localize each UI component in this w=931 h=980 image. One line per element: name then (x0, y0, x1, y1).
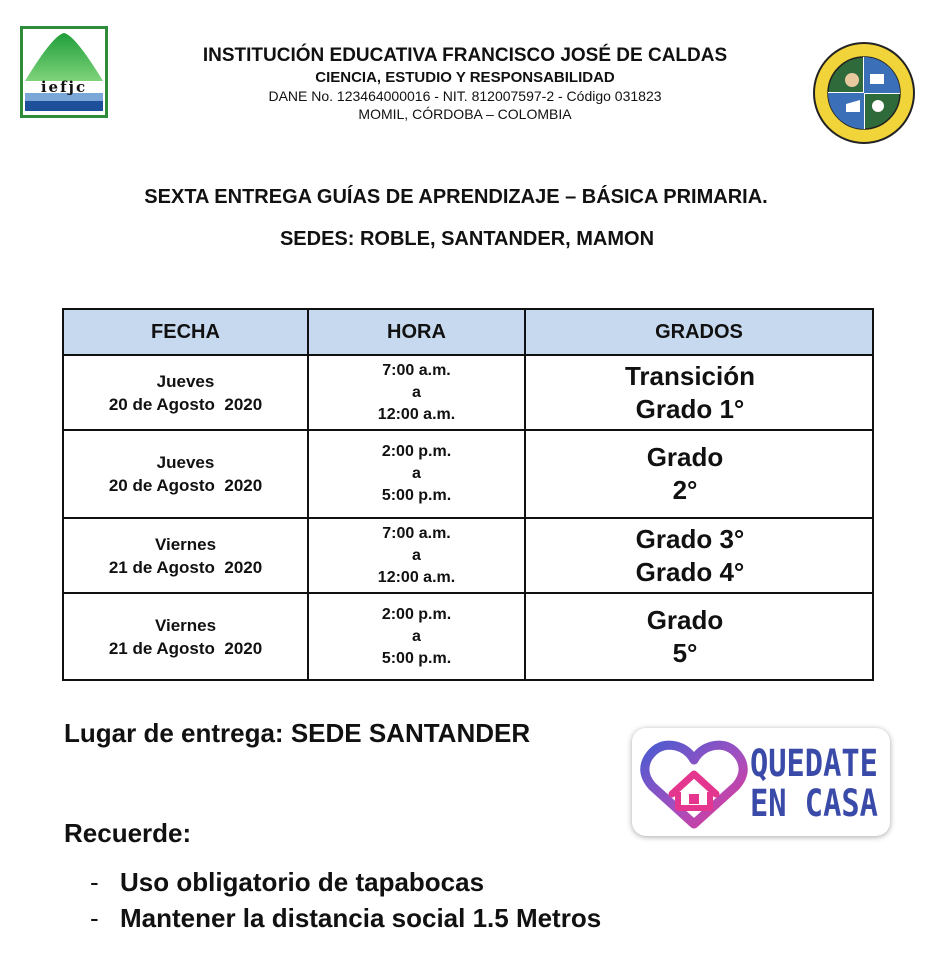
school-logo-left (20, 26, 108, 118)
delivery-location: Lugar de entrega: SEDE SANTANDER (64, 718, 531, 748)
reminder-text: Uso obligatorio de tapabocas (120, 867, 485, 897)
column-header-fecha: FECHA (63, 309, 308, 355)
fecha-date: 20 de Agosto 2020 (108, 394, 263, 414)
document-subtitle: SEDES: ROBLE, SANTANDER, MAMON (279, 228, 655, 250)
stay-home-text (750, 744, 878, 824)
institution-header (140, 44, 790, 123)
schedule-table (62, 308, 874, 681)
fecha-date: 21 de Agosto 2020 (108, 557, 263, 577)
document-title: SEXTA ENTREGA GUÍAS DE APRENDIZAJE – BÁSICA PRIMARIA. (144, 186, 768, 208)
cell-grados (525, 593, 873, 680)
grado-line-1: Grado (646, 604, 724, 635)
grado-line-1: Grado 3° (635, 523, 745, 554)
cell-hora (308, 593, 525, 680)
grado-line-2: 5° (672, 637, 698, 668)
grado-line-2: 2° (672, 475, 698, 505)
dash-icon: - (90, 867, 99, 897)
grado-line-2: Grado 4° (635, 556, 745, 587)
stay-home-badge (632, 728, 890, 836)
cell-fecha (63, 355, 308, 430)
list-item (90, 864, 601, 900)
grado-line-1: Grado (646, 442, 724, 472)
hora-sep: a (412, 465, 421, 482)
hora-sep: a (412, 627, 421, 645)
hora-sep: a (412, 383, 421, 401)
dash-icon: - (90, 903, 99, 933)
grado-line-1: Transición (624, 360, 756, 391)
hora-start: 2:00 p.m. (381, 443, 452, 460)
fecha-date: 21 de Agosto 2020 (108, 638, 263, 658)
table-header-row (63, 309, 873, 355)
list-item (90, 900, 601, 936)
badge-line-1: QUEDATE (750, 742, 878, 785)
cell-grados (525, 355, 873, 430)
table-row (63, 593, 873, 680)
cell-grados (525, 518, 873, 593)
reminder-heading: Recuerde: (64, 818, 192, 848)
institution-location: MOMIL, CÓRDOBA – COLOMBIA (358, 106, 572, 122)
fecha-date: 20 de Agosto 2020 (108, 476, 263, 495)
hora-end: 5:00 p.m. (381, 487, 452, 504)
hora-end: 5:00 p.m. (381, 649, 452, 667)
badge-line-2: EN CASA (750, 782, 878, 825)
logo-left-text: iefjc (40, 78, 88, 96)
hora-start: 7:00 a.m. (382, 524, 451, 542)
fecha-day: Viernes (154, 534, 217, 554)
hora-sep: a (412, 546, 421, 564)
cell-grados (525, 430, 873, 518)
cell-fecha (63, 430, 308, 518)
column-header-hora: HORA (308, 309, 525, 355)
heart-house-icon (638, 736, 750, 830)
fecha-day: Jueves (156, 371, 215, 391)
cell-fecha (63, 593, 308, 680)
table-row (63, 355, 873, 430)
column-header-grados: GRADOS (525, 309, 873, 355)
hora-start: 7:00 a.m. (382, 361, 451, 379)
fecha-day: Jueves (156, 453, 215, 472)
hora-start: 2:00 p.m. (381, 605, 452, 623)
hora-end: 12:00 a.m. (377, 405, 456, 423)
fecha-day: Viernes (154, 615, 217, 635)
cell-hora (308, 430, 525, 518)
table-row (63, 518, 873, 593)
institution-name: INSTITUCIÓN EDUCATIVA FRANCISCO JOSÉ DE CALDAS (202, 45, 728, 66)
reminder-text: Mantener la distancia social 1.5 Metros (120, 903, 602, 933)
cell-hora (308, 518, 525, 593)
institution-ids: DANE No. 123464000016 - NIT. 812007597-2 - Código 031823 (268, 88, 662, 104)
reminder-list (90, 864, 601, 936)
institution-motto: CIENCIA, ESTUDIO Y RESPONSABILIDAD (315, 69, 615, 86)
cell-fecha (63, 518, 308, 593)
table-row (63, 430, 873, 518)
cell-hora (308, 355, 525, 430)
school-seal (812, 40, 916, 146)
grado-line-2: Grado 1° (635, 393, 745, 424)
hora-end: 12:00 a.m. (377, 568, 456, 586)
